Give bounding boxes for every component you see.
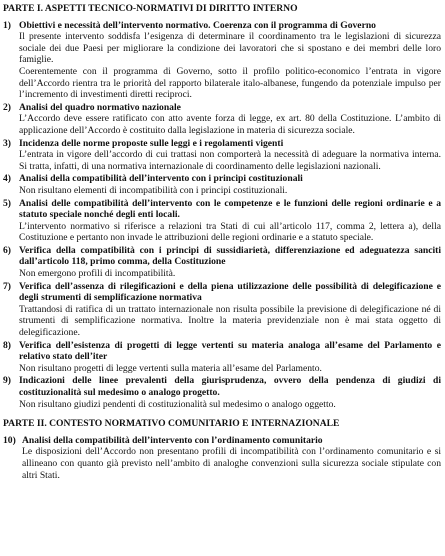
section-paragraph: Non risultano progetti di legge vertenti sulla materia all’esame del Parlamento. xyxy=(19,362,322,374)
section-3 xyxy=(3,138,441,173)
section-body xyxy=(19,281,441,339)
section-heading: Verifica dell’esistenza di progetti di legge vertenti su materia analoga all’esame del Parlamento e relativo stato dell’iter xyxy=(19,339,441,363)
section-10 xyxy=(3,435,441,481)
section-heading: Analisi delle compatibilità dell’intervento con le competenze e le funzioni delle regioni ordinarie e a statuto speciale nonché degli enti locali. xyxy=(19,197,441,221)
section-body xyxy=(19,245,441,280)
section-body xyxy=(22,435,441,481)
section-paragraph: Non risultano giudizi pendenti di costituzionalità sul medesimo o analogo oggetto. xyxy=(19,398,336,410)
section-heading: Analisi della compatibilità dell’intervento con i principi costituzionali xyxy=(19,173,303,185)
section-paragraph: Coerentemente con il programma di Governo, sotto il profilo politico-economico l’entrata in vigore dell’Accordo rientra tra le priorità del rapporto bilaterale italo-albanese, fungendo da potenziale impulso per l’incremento di investimenti diretti reciproci. xyxy=(19,65,441,101)
section-4 xyxy=(3,173,441,196)
section-number: 8) xyxy=(3,339,11,351)
section-number: 5) xyxy=(3,197,11,209)
section-paragraph: L’entrata in vigore dell’accordo di cui trattasi non comporterà la necessità di adeguare la normativa interna. Si tratta, infatti, di una normativa internazionale di coordinamento delle legislazioni nazionali. xyxy=(19,149,441,172)
section-number: 2) xyxy=(3,101,11,113)
section-number: 4) xyxy=(3,173,11,185)
section-body xyxy=(19,102,441,137)
section-1 xyxy=(3,20,441,101)
section-paragraph: Le disposizioni dell’Accordo non presentano profili di incompatibilità con l’ordinamento comunitario e si allineano con quanto già previsto nell’ambito di analoghe convenzioni sulla sicurezza sociale stipulate con altri Stati. xyxy=(22,446,441,481)
section-heading: Indicazioni delle linee prevalenti della giurisprudenza, ovvero della pendenza di giudizi di costituzionalità sul medesimo o analogo progetto. xyxy=(19,375,441,398)
section-body xyxy=(19,20,441,101)
section-body xyxy=(19,340,441,375)
section-6 xyxy=(3,245,441,280)
section-paragraph: L’Accordo deve essere ratificato con atto avente forza di legge, ex art. 80 della Costituzione. L’ambito di applicazione dell’Accordo è costituito dalla legislazione in materia di sicurezza sociale. xyxy=(19,113,441,136)
section-number: 7) xyxy=(3,280,11,292)
section-number: 1) xyxy=(3,19,11,31)
section-heading: Verifica della compatibilità con i principi di sussidiarietà, differenziazione ed adeguatezza sanciti dall’articolo 118, primo comma, della Costituzione xyxy=(19,244,441,268)
section-paragraph: Trattandosi di ratifica di un trattato internazionale non risulta possibile la previsione di delegificazione né di strumenti di semplificazione normativa. Inoltre la materia previdenziale non è mai stata oggetto di delegificazione. xyxy=(19,303,441,339)
section-9 xyxy=(3,375,441,410)
section-5 xyxy=(3,198,441,244)
section-number: 6) xyxy=(3,244,11,256)
section-paragraph: L’intervento normativo si riferisce a relazioni tra Stati di cui all’articolo 117, comma 2, lettera a), della Costituzione e pertanto non invade le attribuzioni delle regioni ordinarie e a statuto speciale. xyxy=(19,220,441,244)
section-paragraph: Il presente intervento soddisfa l’esigenza di determinare il coordinamento tra le legislazioni di sicurezza sociale dei due Paesi per migliorare la condizione dei lavoratori che si spostano e dei membri delle loro famiglie. xyxy=(19,31,441,66)
section-heading: Verifica dell’assenza di rilegificazioni e della piena utilizzazione delle possibilità di delegificazione e degli strumenti di semplificazione normativa xyxy=(19,280,441,304)
section-body xyxy=(19,375,441,410)
section-2 xyxy=(3,102,441,137)
section-paragraph: Non risultano elementi di incompatibilità con i principi costituzionali. xyxy=(19,184,288,196)
section-body xyxy=(19,173,441,196)
section-number: 9) xyxy=(3,375,11,387)
section-7 xyxy=(3,281,441,339)
part-1-title: PARTE I. ASPETTI TECNICO-NORMATIVI DI DIRITTO INTERNO xyxy=(3,3,298,14)
section-8 xyxy=(3,340,441,375)
section-heading: Obiettivi e necessità dell’intervento normativo. Coerenza con il programma di Governo xyxy=(19,19,376,31)
section-paragraph: Non emergono profili di incompatibilità. xyxy=(19,268,176,280)
section-body xyxy=(19,138,441,173)
section-number: 10) xyxy=(3,434,16,446)
section-heading: Analisi del quadro normativo nazionale xyxy=(19,101,181,113)
section-number: 3) xyxy=(3,137,11,149)
section-heading: Incidenza delle norme proposte sulle leggi e i regolamenti vigenti xyxy=(19,137,284,149)
section-body xyxy=(19,198,441,244)
part-2-title: PARTE II. CONTESTO NORMATIVO COMUNITARIO E INTERNAZIONALE xyxy=(3,418,340,430)
section-heading: Analisi della compatibilità dell’intervento con l’ordinamento comunitario xyxy=(22,434,323,446)
